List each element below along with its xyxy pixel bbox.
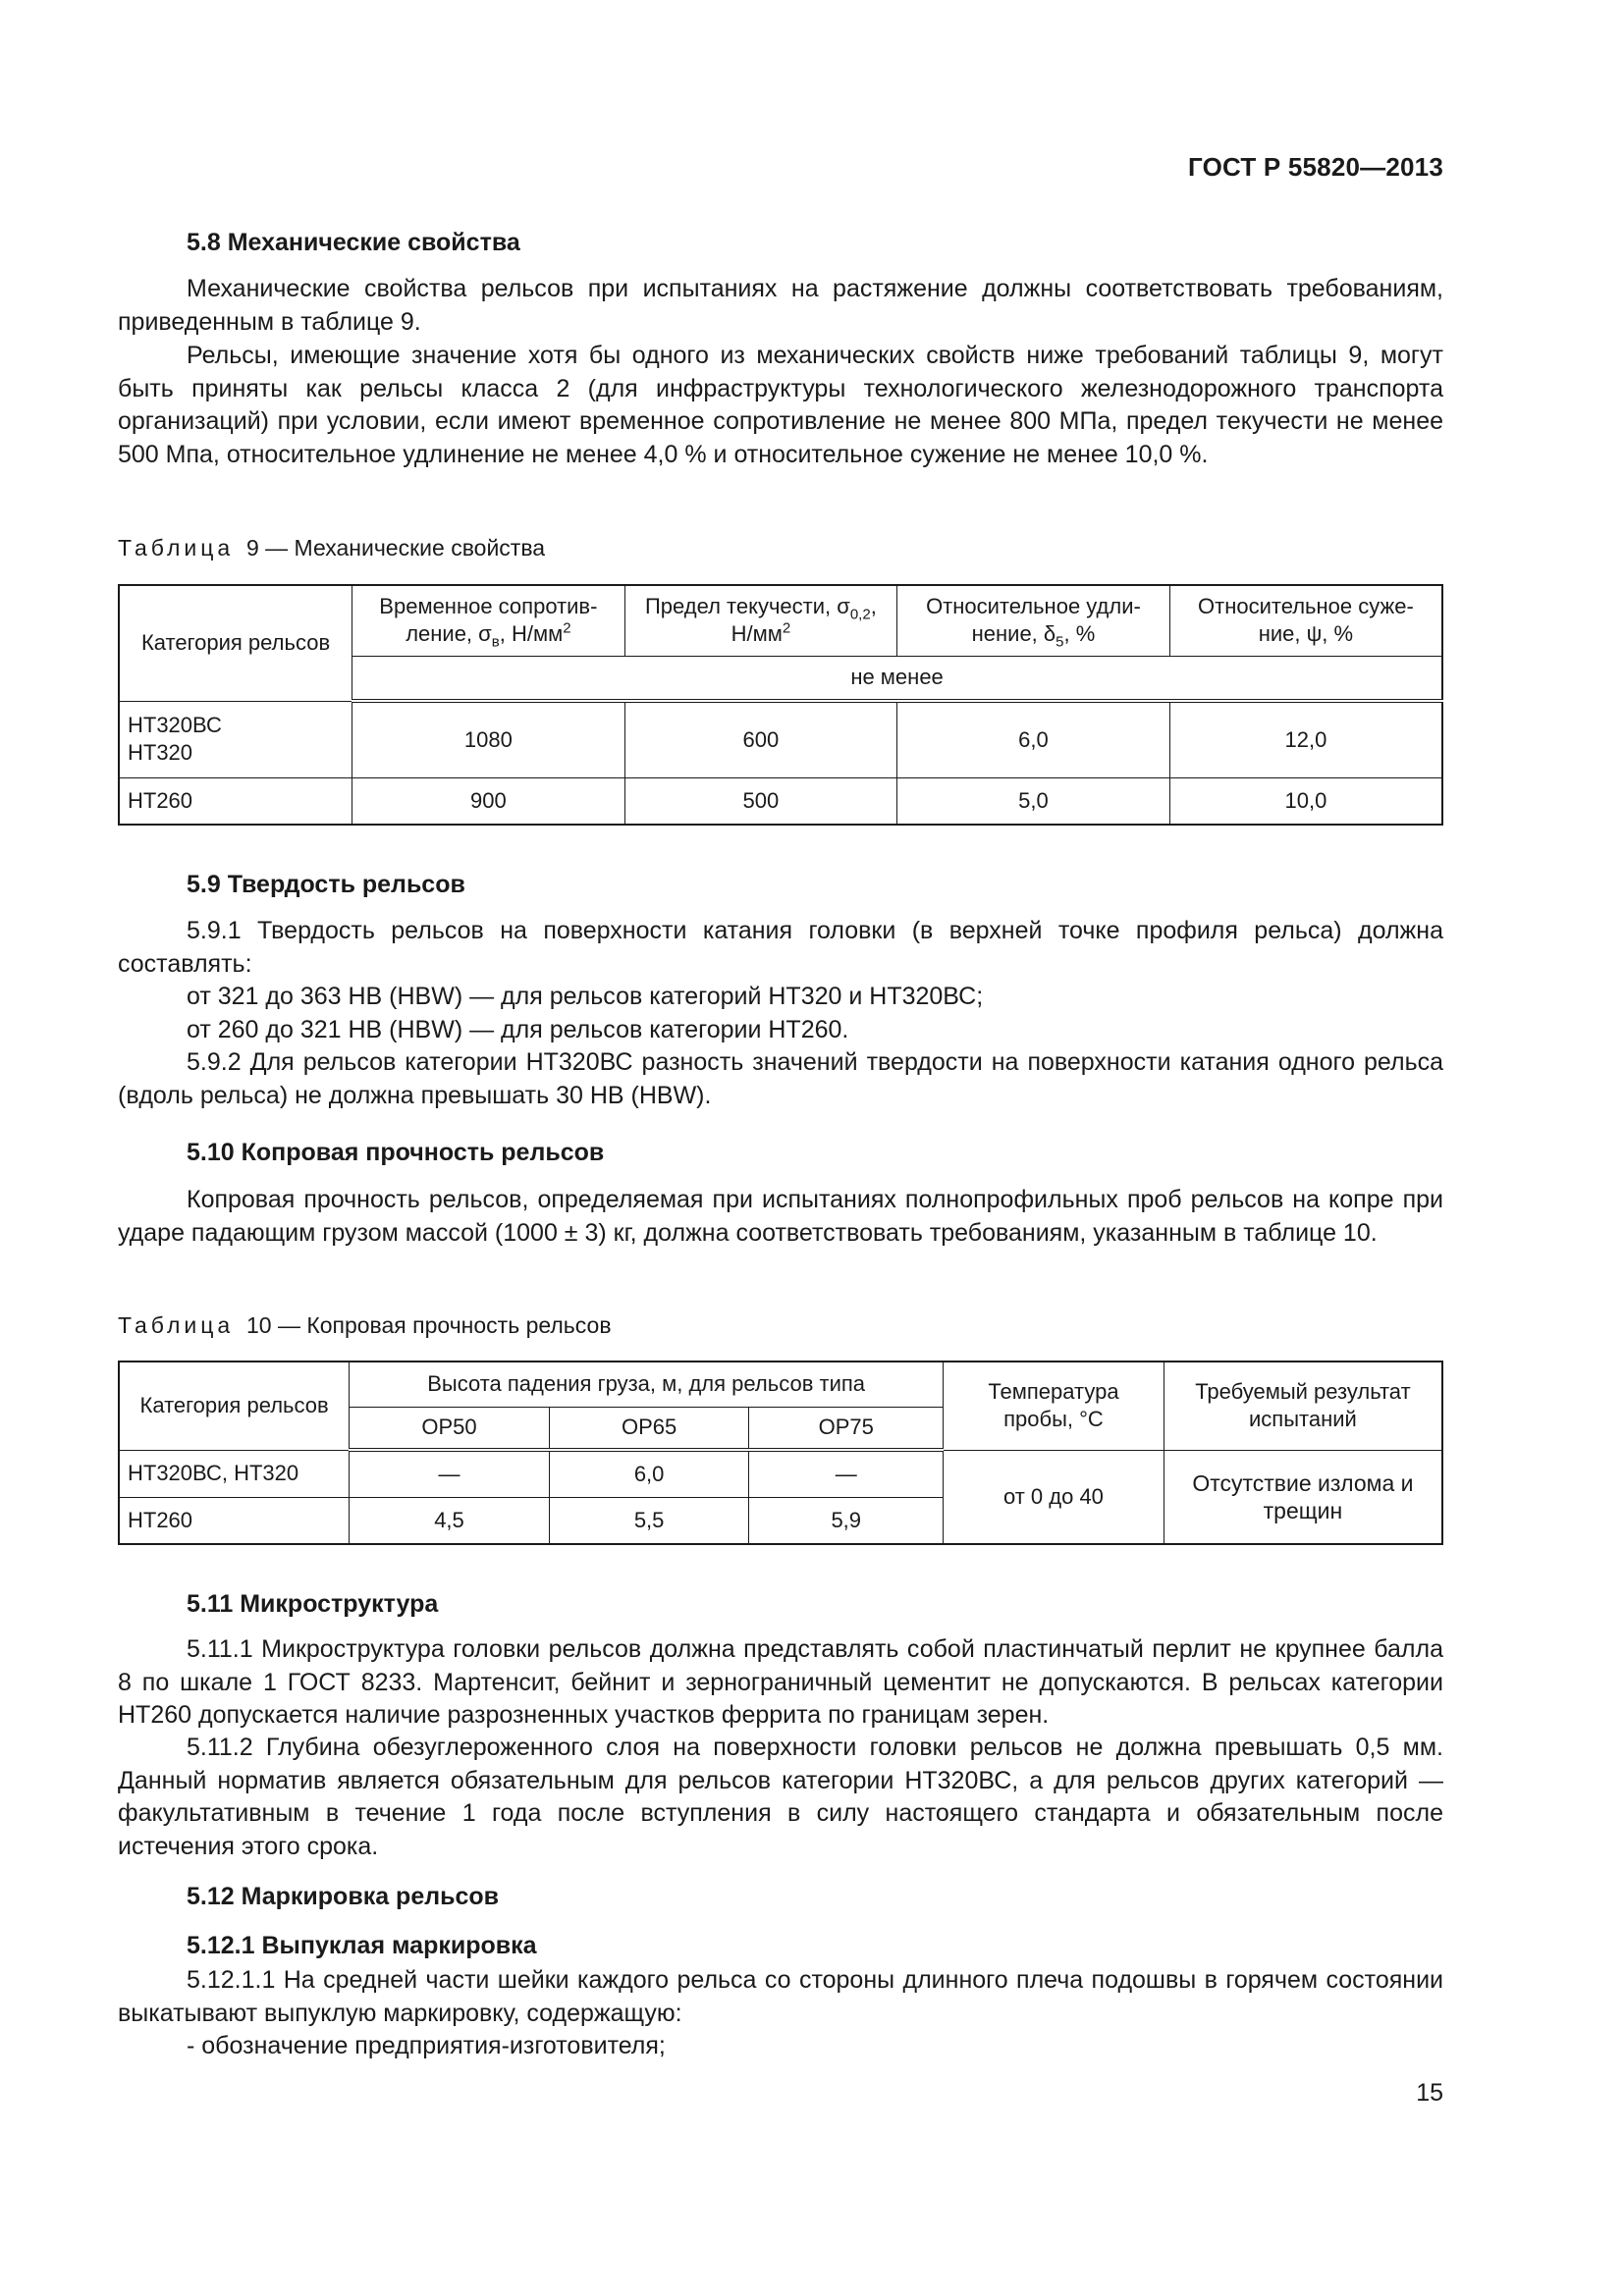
- cell-op75: 5,9: [749, 1497, 944, 1544]
- document-code: ГОСТ Р 55820—2013: [1188, 152, 1443, 182]
- header-tensile-strength: Временное сопротив-ление, $\sigma_в$, $Н/мм^2$: [352, 585, 625, 656]
- section-5-11-1-text: 5.11.1 Микроструктура головки рельсов должна представлять собой пластинчатый перлит не крупнее балла 8 по шкале 1 ГОСТ 8233. Мартенсит, бейнит и зернограничный цементит не допускаются. В рельсах категории НТ260 допускается наличие разрозненных участков феррита по границам зерен.: [118, 1635, 1443, 1729]
- section-5-11-heading: 5.11 Микроструктура: [187, 1590, 439, 1618]
- section-5-11-2-text: 5.11.2 Глубина обезуглероженного слоя на поверхности головки рельсов не должна превышать 0,5 мм. Данный норматив является обязательным для рельсов категории НТ320ВС, а для рельсов других категорий — факультативным в течение 1 года после вступления в силу настоящего стандарта и обязательным после истечения этого срока.: [118, 1734, 1443, 1860]
- header-temperature: Температура пробы, °С: [944, 1362, 1164, 1450]
- header-drop-height: Высота падения груза, м, для рельсов типа: [350, 1362, 944, 1407]
- section-5-12-1-heading: 5.12.1 Выпуклая маркировка: [187, 1932, 537, 1959]
- header-category: Категория рельсов: [119, 585, 352, 701]
- table-10-caption: Таблица 10 — Копровая прочность рельсов: [118, 1312, 612, 1338]
- cell-yield: 500: [624, 777, 897, 825]
- header-not-less: не менее: [352, 656, 1442, 701]
- table-9-mechanical-properties: [118, 584, 1443, 826]
- cell-category: НТ320ВС НТ320: [119, 701, 352, 777]
- cell-temperature: от 0 до 40: [944, 1450, 1164, 1544]
- hardness-item-2: от 260 до 321 НВ (HBW) — для рельсов категории НТ260.: [187, 1016, 849, 1043]
- cell-result: Отсутствие излома и трещин: [1164, 1450, 1442, 1544]
- cell-op75: —: [749, 1450, 944, 1497]
- table-row: [119, 1450, 1442, 1497]
- cell-elongation: 5,0: [897, 777, 1170, 825]
- cell-op65: 6,0: [549, 1450, 749, 1497]
- cell-yield: 600: [624, 701, 897, 777]
- section-5-9-2-text: 5.9.2 Для рельсов категории НТ320ВС разность значений твердости на поверхности катания одного рельса (вдоль рельса) не должна превышать 30 НВ (HBW).: [118, 1048, 1443, 1109]
- section-5-8-heading: 5.8 Механические свойства: [187, 229, 520, 256]
- header-elongation: Относительное удли-нение, $\delta_5$, %: [897, 585, 1170, 656]
- header-op75: ОР75: [749, 1407, 944, 1450]
- hardness-item-1: от 321 до 363 НВ (HBW) — для рельсов категорий НТ320 и НТ320ВС;: [187, 983, 984, 1010]
- cell-category: НТ260: [119, 1497, 350, 1544]
- cell-tensile: 900: [352, 777, 625, 825]
- header-yield-strength: Предел текучести, $\sigma_{0,2}$, $Н/мм^2$: [624, 585, 897, 656]
- section-5-10-text: Копровая прочность рельсов, определяемая при испытаниях полнопрофильных проб рельсов на копре при ударе падающим грузом массой (1000 ± 3) кг, должна соответствовать требованиям, указанным в таблице 10.: [118, 1186, 1443, 1247]
- table-row: [119, 777, 1442, 825]
- section-5-12-heading: 5.12 Маркировка рельсов: [187, 1883, 500, 1910]
- cell-category: НТ260: [119, 777, 352, 825]
- marking-item-1: - обозначение предприятия-изготовителя;: [187, 2032, 666, 2059]
- header-op50: ОР50: [350, 1407, 550, 1450]
- header-category: Категория рельсов: [119, 1362, 350, 1450]
- cell-tensile: 1080: [352, 701, 625, 777]
- cell-op50: —: [350, 1450, 550, 1497]
- cell-reduction: 10,0: [1169, 777, 1442, 825]
- cell-op65: 5,5: [549, 1497, 749, 1544]
- page-number: 15: [1416, 2079, 1443, 2107]
- section-5-9-1-text: 5.9.1 Твердость рельсов на поверхности катания головки (в верхней точке профиля рельса) должна составлять:: [118, 917, 1443, 978]
- section-5-10-heading: 5.10 Копровая прочность рельсов: [187, 1139, 605, 1166]
- header-result: Требуемый результат испытаний: [1164, 1362, 1442, 1450]
- table-9-caption: Таблица 9 — Механические свойства: [118, 535, 546, 561]
- table-10-drop-strength: [118, 1361, 1443, 1545]
- section-5-12-1-1-text: 5.12.1.1 На средней части шейки каждого рельса со стороны длинного плеча подошвы в горячем состоянии выкатывают выпуклую маркировку, содержащую:: [118, 1966, 1443, 2027]
- table-row: [119, 701, 1442, 777]
- cell-category: НТ320ВС, НТ320: [119, 1450, 350, 1497]
- cell-elongation: 6,0: [897, 701, 1170, 777]
- cell-op50: 4,5: [350, 1497, 550, 1544]
- header-reduction: Относительное суже-ние, ψ, %: [1169, 585, 1442, 656]
- header-op65: ОР65: [549, 1407, 749, 1450]
- section-5-9-heading: 5.9 Твердость рельсов: [187, 871, 465, 898]
- section-5-8-paragraph-1: Механические свойства рельсов при испытаниях на растяжение должны соответствовать требованиям, приведенным в таблице 9.: [118, 275, 1443, 336]
- cell-reduction: 12,0: [1169, 701, 1442, 777]
- section-5-8-paragraph-2: Рельсы, имеющие значение хотя бы одного из механических свойств ниже требований таблицы 9, могут быть приняты как рельсы класса 2 (для инфраструктуры технологического железнодорожного транспорта организаций) при условии, если имеют временное сопротивление не менее 800 МПа, предел текучести не менее 500 Мпа, относительное удлинение не менее 4,0 % и относительное сужение не менее 10,0 %.: [118, 342, 1443, 468]
